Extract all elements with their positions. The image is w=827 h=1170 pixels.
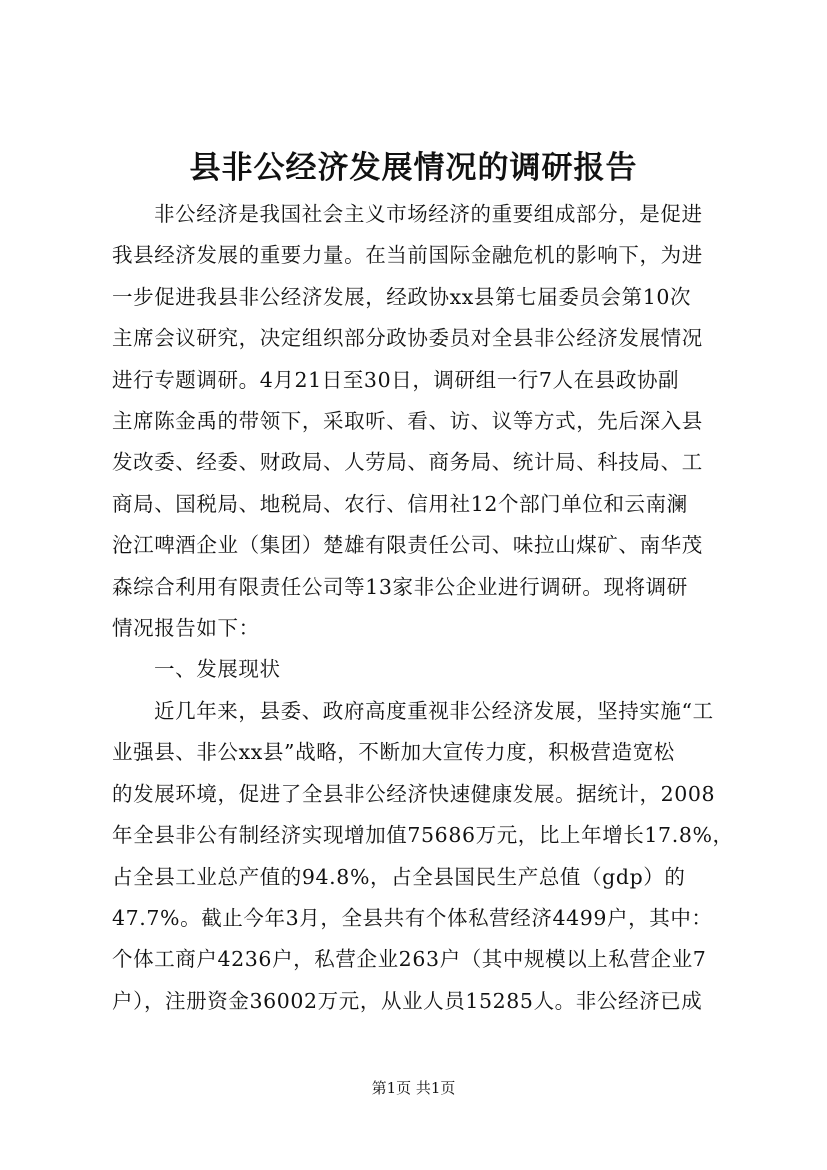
text-line: 业强县、非公xx县”战略，不断加大宣传力度，积极营造宽松 [112,740,675,765]
page-number: 第1页 共1页 [371,1079,456,1097]
text-line: 森综合利用有限责任公司等13家非公企业进行调研。现将调研 [112,574,688,599]
text-line: 沧江啤酒企业（集团）楚雄有限责任公司、味拉山煤矿、南华茂 [112,533,703,558]
text-line: 47.7%。截止今年3月，全县共有个体私营经济4499户，其中： [112,905,713,930]
text-line: 主席会议研究，决定组织部分政协委员对全县非公经济发展情况 [112,326,703,351]
text-line: 一步促进我县非公经济发展，经政协xx县第七届委员会第10次 [112,284,692,309]
text-line: 占全县工业总产值的94.8%，占全县国民生产总值（gdp）的 [112,864,686,889]
paragraph-status [112,691,734,1022]
text-line: 个体工商户4236户，私营企业263户（其中规模以上私营企业7 [112,947,707,972]
text-line: 情况报告如下： [112,616,260,641]
text-line: 户），注册资金36002万元，从业人员15285人。非公经济已成 [112,988,703,1013]
text-line: 年全县非公有制经济实现增加值75686万元，比上年增长17.8%， [112,823,734,848]
section-heading [112,649,718,690]
text-line: 的发展环境，促进了全县非公经济快速健康发展。据统计，2008 [112,781,716,806]
document-title: 县非公经济发展情况的调研报告 [189,150,638,186]
paragraph-intro [112,194,718,649]
text-line: 近几年来，县委、政府高度重视非公经济发展，坚持实施“工 [154,698,714,723]
document-body [112,194,734,1022]
text-line: 进行专题调研。4月21日至30日，调研组一行7人在县政协副 [112,367,680,392]
text-line: 我县经济发展的重要力量。在当前国际金融危机的影响下，为进 [112,243,703,268]
text-line: 一、发展现状 [154,657,281,682]
text-line: 发改委、经委、财政局、人劳局、商务局、统计局、科技局、工 [112,450,703,475]
text-line: 非公经济是我国社会主义市场经济的重要组成部分，是促进 [154,202,703,226]
text-line: 主席陈金禹的带领下，采取听、看、访、议等方式，先后深入县 [112,409,703,434]
text-line: 商局、国税局、地税局、农行、信用社12个部门单位和云南澜 [112,491,688,516]
